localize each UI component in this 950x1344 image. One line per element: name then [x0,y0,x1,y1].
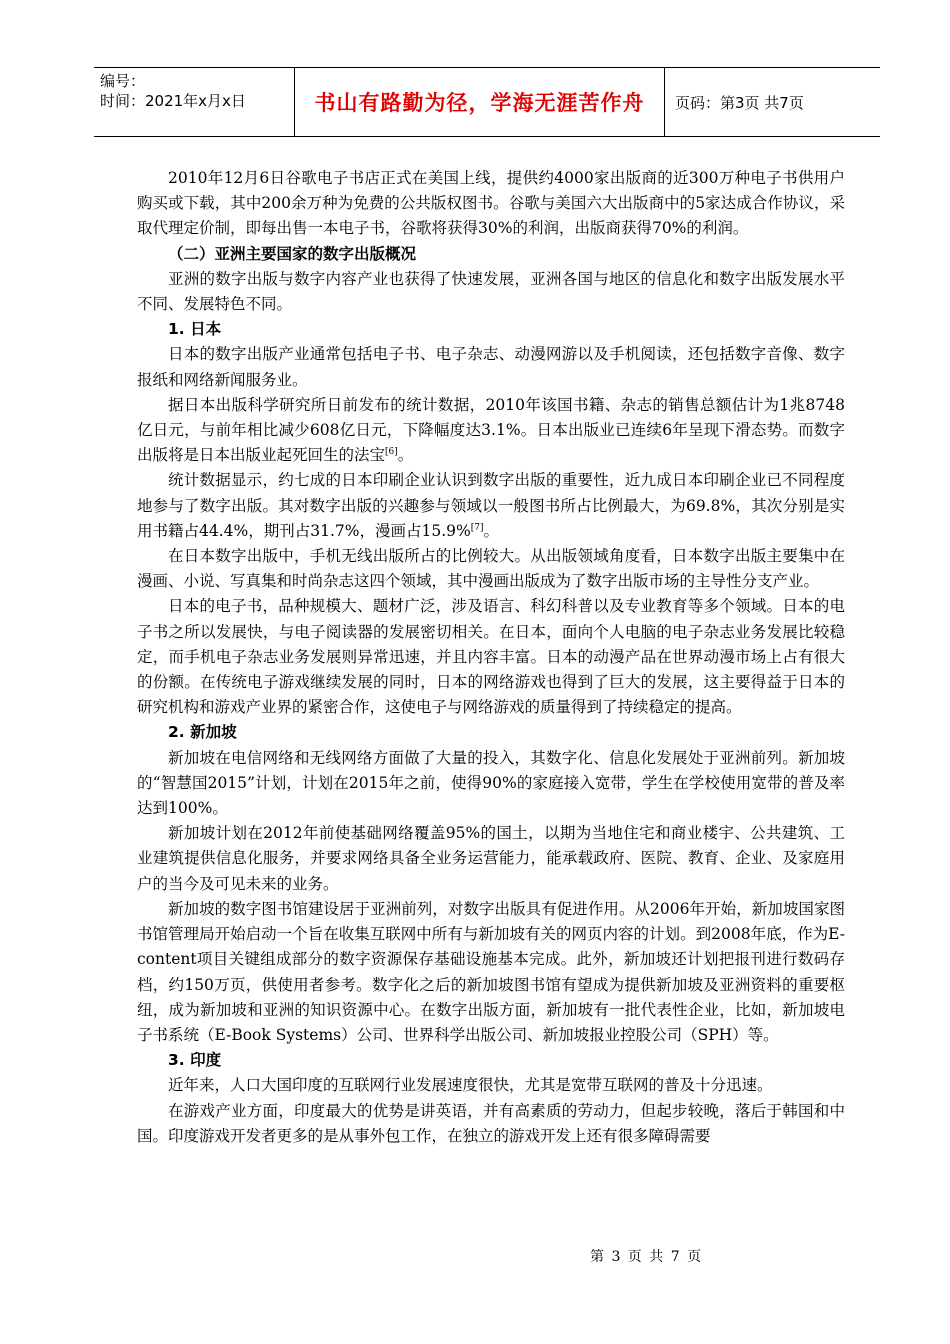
section-heading-asia: （二）亚洲主要国家的数字出版概况 [168,244,417,263]
subsection-heading-singapore: 2. 新加坡 [168,723,237,742]
paragraph-japan-5: 日本的电子书，品种规模大、题材广泛，涉及语言、科幻科普以及专业教育等多个领域。日本的电子书之所以发展快，与电子阅读器的发展密切相关。在日本，面向个人电脑的电子杂志业务发展比较稳定，而手机电子杂志业务发展则异常迅速，并且内容丰富。日本的动漫产品在世界动漫市场上占有很大的份额。在传统电子游戏继续发展的同时，日本的网络游戏也得到了巨大的发展，这主要得益于日本的研究机构和游戏产业界的紧密合作，这使电子与网络游戏的质量得到了持续稳定的提高。 [137,597,845,717]
paragraph-japan-2-end: 。 [397,446,414,465]
paragraph-japan-4: 在日本数字出版中，手机无线出版所占的比例较大。从出版领域角度看，日本数字出版主要集中在漫画、小说、写真集和时尚杂志这四个领域，其中漫画出版成为了数字出版市场的主导性分支产业。 [137,547,845,591]
header-meta [94,68,294,136]
citation-6: [6] [385,447,398,458]
header-page-cell [665,68,880,136]
paragraph-google-ebooks: 2010年12月6日谷歌电子书店正式在美国上线，提供约4000家出版商的近300万种电子书供用户购买或下载，其中200余万种为免费的公共版权图书。谷歌与美国六大出版商中的5家达成合作协议，采取代理定价制，即每出售一本电子书，谷歌将获得30%的利润，出版商获得70%的利润。 [137,169,845,238]
paragraph-japan-3-end: 。 [483,521,499,540]
header-page-label: 页码：第3页 共7页 [675,93,804,112]
page-footer: 第 3 页 共 7 页 [590,1249,702,1265]
paragraph-india-1: 近年来，人口大国印度的互联网行业发展速度很快，尤其是宽带互联网的普及十分迅速。 [168,1076,773,1095]
paragraph-singapore-1: 新加坡在电信网络和无线网络方面做了大量的投入，其数字化、信息化发展处于亚洲前列。新加坡的“智慧国2015”计划，计划在2015年之前，使得90%的家庭接入宽带，学生在学校使用宽带的普及率达到100%。 [137,748,845,818]
paragraph-india-2: 在游戏产业方面，印度最大的优势是讲英语，并有高素质的劳动力，但起步较晚，落后于韩国和中国。印度游戏开发者更多的是从事外包工作，在独立的游戏开发上还有很多障碍需要 [137,1101,845,1145]
paragraph-singapore-2: 新加坡计划在2012年前使基础网络覆盖95%的国土，以期为当地住宅和商业楼宇、公共建筑、工业建筑提供信息化服务，并要求网络具备全业务运营能力，能承载政府、医院、教育、企业、及家庭用户的当今及可见未来的业务。 [137,824,845,893]
paragraph-japan-2 [137,393,845,469]
paragraph-japan-3 [137,468,845,544]
paragraph-japan-2-text: 据日本出版科学研究所日前发布的统计数据，2010年该国书籍、杂志的销售总额估计为1兆8748亿日元，与前年相比减少608亿日元，下降幅度达3.1%。日本出版业已连续6年呈现下滑态势。而数字出版将是日本出版业起死回生的法宝 [137,395,845,465]
document-body [137,166,845,1149]
subsection-heading-japan: 1. 日本 [168,320,222,339]
header-motto: 书山有路勤为径，学海无涯苦作舟 [314,91,645,115]
paragraph-japan-3-text: 统计数据显示，约七成的日本印刷企业认识到数字出版的重要性，近九成日本印刷企业已不同程度地参与了数字出版。其对数字出版的兴趣参与领域以一般图书所占比例最大，为69.8%，其次分别是实用书籍占44.4%，期刊占31.7%，漫画占15.9% [137,471,845,540]
paragraph-asia-intro: 亚洲的数字出版与数字内容产业也获得了快速发展，亚洲各国与地区的信息化和数字出版发展水平不同、发展特色不同。 [137,269,845,314]
citation-7: [7] [470,522,484,533]
header-time-label: 时间：2021年x月x日 [100,92,246,110]
paragraph-japan-1: 日本的数字出版产业通常包括电子书、电子杂志、动漫网游以及手机阅读，还包括数字音像、数字报纸和网络新闻服务业。 [137,345,845,389]
header-number-label: 编号： [100,72,146,90]
paragraph-singapore-3: 新加坡的数字图书馆建设居于亚洲前列，对数字出版具有促进作用。从2006年开始，新加坡国家图书馆管理局开始启动一个旨在收集互联网中所有与新加坡有关的网页内容的计划。到2008年底，作为E-content项目关键组成部分的数字资源保存基础设施基本完成。此外，新加坡还计划把报刊进行数码存档，约150万页，供使用者参考。数字化之后的新加坡图书馆有望成为提供新加坡及亚洲资料的重要枢纽，成为新加坡和亚洲的知识资源中心。在数字出版方面，新加坡有一批代表性企业，比如，新加坡电子书系统（E-Book Systems）公司、世界科学出版公司、新加坡报业控股公司（SPH）等。 [137,899,845,1044]
header-motto-cell [294,68,665,136]
subsection-heading-india: 3. 印度 [168,1051,222,1070]
page-header [94,67,880,137]
